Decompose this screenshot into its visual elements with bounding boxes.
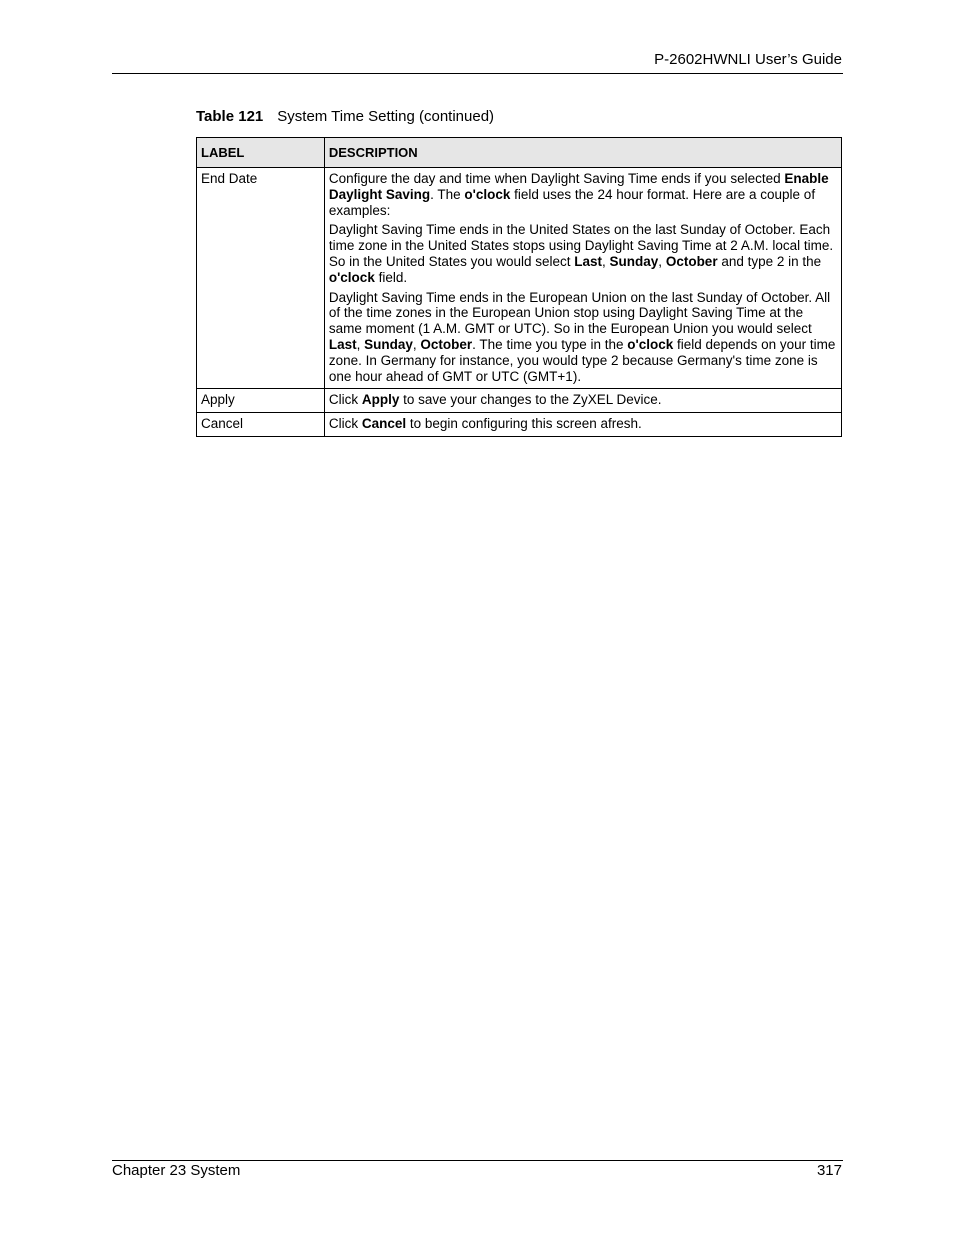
text-run: . The time you type in the — [472, 336, 628, 352]
bold-term: o'clock — [464, 186, 511, 202]
row-description — [324, 168, 841, 389]
running-header: P-2602HWNLI User’s Guide — [654, 51, 842, 68]
text-run: field. — [374, 269, 408, 285]
footer-chapter: Chapter 23 System — [112, 1162, 241, 1179]
bold-term: October — [665, 253, 718, 269]
page-number: 317 — [816, 1162, 842, 1179]
row-description — [324, 389, 841, 413]
bold-term: Enable Daylight Saving — [328, 171, 829, 202]
description-paragraph — [329, 392, 837, 408]
table-caption — [196, 108, 494, 126]
text-run: , — [602, 253, 610, 269]
row-label: End Date — [197, 168, 325, 389]
text-run: to begin configuring this screen afresh. — [406, 416, 642, 432]
table-title: System Time Setting (continued) — [277, 108, 495, 125]
description-paragraph — [329, 171, 837, 218]
footer-divider — [112, 1160, 843, 1161]
column-header-description: DESCRIPTION — [324, 138, 841, 168]
bold-term: Apply — [361, 392, 400, 408]
system-time-setting-table — [196, 137, 842, 437]
text-run: Daylight Saving Time ends in the European Union on the last Sunday of October. All of the time zones in the European Union stop using Daylight Saving Time at the same moment (1 A.M. GMT or UTC). So in the European Union you would select — [328, 289, 831, 337]
table-row — [197, 413, 842, 437]
description-paragraph — [329, 416, 837, 432]
bold-term: October — [420, 336, 473, 352]
row-label: Cancel — [197, 413, 325, 437]
row-description — [324, 413, 841, 437]
text-run: , — [658, 253, 666, 269]
bold-term: o'clock — [627, 336, 674, 352]
text-run: . The — [430, 186, 465, 202]
table-row — [197, 168, 842, 389]
text-run: Daylight Saving Time ends in the United States on the last Sunday of October. Each time zone in the United States stops using Daylight Saving Time at 2 A.M. local time. So in the United States you would select — [328, 222, 834, 269]
text-run: Click — [328, 416, 362, 432]
text-run: field uses the 24 hour format. Here are a couple of examples: — [328, 186, 816, 218]
row-label: Apply — [197, 389, 325, 413]
text-run: Click — [328, 392, 362, 408]
bold-term: Last — [574, 253, 603, 269]
description-paragraph — [329, 222, 837, 285]
text-run: Configure the day and time when Daylight Saving Time ends if you selected — [328, 171, 785, 186]
bold-term: Sunday — [364, 336, 413, 352]
table-row — [197, 389, 842, 413]
bold-term: Last — [328, 336, 357, 352]
bold-term: Sunday — [609, 253, 659, 269]
text-run: to save your changes to the ZyXEL Device. — [399, 392, 662, 408]
header-divider — [112, 73, 843, 74]
text-run: , — [356, 336, 365, 352]
table-body — [197, 168, 842, 437]
table-header-row — [197, 138, 842, 168]
text-run: field depends on your time zone. In Germany for instance, you would type 2 because Germany's time zone is one hour ahead of GMT or UTC (GMT+1). — [328, 336, 836, 384]
bold-term: Cancel — [361, 416, 407, 432]
bold-term: o'clock — [328, 269, 375, 285]
description-paragraph — [329, 290, 837, 385]
text-run: , — [412, 336, 421, 352]
table-number: Table 121 — [196, 108, 264, 125]
text-run: and type 2 in the — [717, 253, 822, 269]
column-header-label: LABEL — [197, 138, 325, 168]
